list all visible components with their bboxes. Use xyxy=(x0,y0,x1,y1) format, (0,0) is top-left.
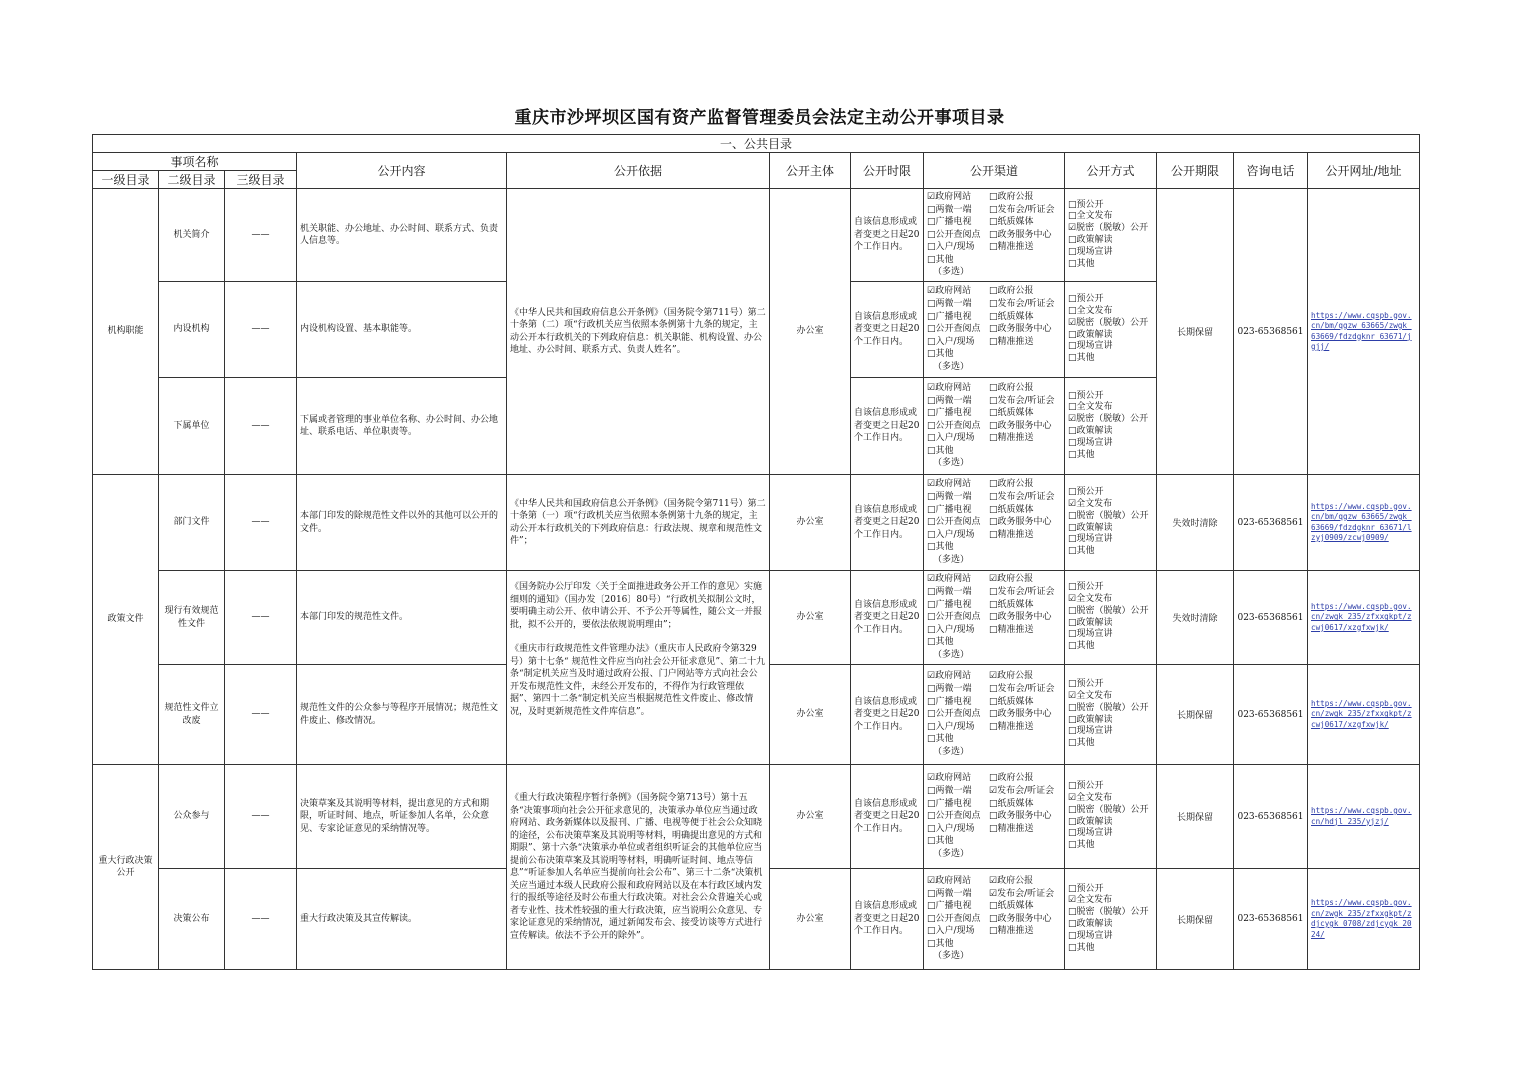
channel-option: □入户/现场 xyxy=(927,823,975,834)
level2-cell: 部门文件 xyxy=(159,475,225,571)
channel-option: □政务服务中心 xyxy=(989,913,1052,924)
channel-line xyxy=(927,298,1061,311)
channel-option: □其他 xyxy=(927,349,954,360)
level2-cell: 公众参与 xyxy=(159,765,225,869)
channel-option: ☑发布会/听证会 xyxy=(989,888,1055,899)
table-row xyxy=(93,189,1420,282)
content-cell: 内设机构设置、基本职能等。 xyxy=(297,282,507,378)
mode-option: □预公开 xyxy=(1068,294,1104,305)
channel-option: ☑政府网站 xyxy=(927,875,972,886)
multi-select-note: （多选） xyxy=(933,746,970,757)
channel-line xyxy=(927,478,1061,491)
period-cell: 长期保留 xyxy=(1157,665,1234,765)
channel-option: ☑政府公报 xyxy=(989,574,1034,585)
channel-option: □广播电视 xyxy=(927,599,972,610)
channel-option: □政府公报 xyxy=(989,773,1034,784)
subject-cell: 办公室 xyxy=(770,869,851,970)
level3-cell: —— xyxy=(225,189,297,282)
channel-option: □两微一端 xyxy=(927,492,972,503)
channel-option: □入户/现场 xyxy=(927,624,975,635)
level2-cell: 下属单位 xyxy=(159,378,225,475)
timing-cell: 自该信息形成或者变更之日起20个工作日内。 xyxy=(851,665,924,765)
mode-option: ☑脱密（脱敏）公开 xyxy=(1068,317,1149,328)
channel-option: □入户/现场 xyxy=(927,721,975,732)
level1-cell: 机构职能 xyxy=(93,189,159,475)
channel-line xyxy=(927,599,1061,612)
channel-line xyxy=(927,504,1061,517)
mode-cell xyxy=(1065,869,1157,970)
level3-cell: —— xyxy=(225,475,297,571)
channel-line xyxy=(927,888,1061,901)
channel-line xyxy=(927,229,1061,242)
basis-paragraph: 《国务院办公厅印发〈关于全面推进政务公开工作的意见〉实施细则的通知》（国办发〔2016〕80号）“行政机关拟制公文时，要明确主动公开、依申请公开、不予公开等属性，随公文一并报批，拟不公开的，要依法依规说明理由”； xyxy=(510,582,763,630)
channel-option: □发布会/听证会 xyxy=(989,587,1055,598)
channel-option: □公开查阅点 xyxy=(927,324,981,335)
channel-cell xyxy=(924,765,1065,869)
channel-line xyxy=(927,445,1061,458)
subject-cell: 办公室 xyxy=(770,571,851,665)
channel-option: □纸质媒体 xyxy=(989,408,1034,419)
period-cell: 失效时清除 xyxy=(1157,475,1234,571)
phone-cell: 023-65368561 xyxy=(1234,189,1308,475)
multi-select-note: （多选） xyxy=(933,848,970,859)
mode-option: □现场宣讲 xyxy=(1068,534,1113,545)
channel-option: ☑政府网站 xyxy=(927,574,972,585)
content-cell: 重大行政决策及其宣传解读。 xyxy=(297,869,507,970)
channel-line xyxy=(927,323,1061,336)
channel-option: □公开查阅点 xyxy=(927,229,981,240)
channel-line xyxy=(927,241,1061,254)
mode-option: □现场宣讲 xyxy=(1068,437,1113,448)
channel-line xyxy=(927,636,1061,649)
channel-option: □纸质媒体 xyxy=(989,504,1034,515)
channel-line xyxy=(927,900,1061,913)
channel-line xyxy=(927,336,1061,349)
mode-option: □现场宣讲 xyxy=(1068,629,1113,640)
mode-cell xyxy=(1065,475,1157,571)
channel-line xyxy=(927,835,1061,848)
phone-cell: 023-65368561 xyxy=(1234,869,1308,970)
channel-option: ☑发布会/听证会 xyxy=(989,786,1055,797)
channel-option: □纸质媒体 xyxy=(989,311,1034,322)
channel-option: □两微一端 xyxy=(927,684,972,695)
mode-option: □其他 xyxy=(1068,258,1095,269)
channel-option: □其他 xyxy=(927,542,954,553)
table-row xyxy=(93,571,1420,665)
channel-line xyxy=(927,670,1061,683)
channel-option: ☑政府网站 xyxy=(927,479,972,490)
mode-option: □政策解读 xyxy=(1068,522,1113,533)
channel-line xyxy=(927,586,1061,599)
header-url: 公开网址/地址 xyxy=(1308,153,1420,189)
channel-option: □两微一端 xyxy=(927,786,972,797)
channel-line xyxy=(927,938,1061,951)
mode-option: ☑全文发布 xyxy=(1068,593,1113,604)
channel-line xyxy=(927,913,1061,926)
channel-option: □发布会/听证会 xyxy=(989,492,1055,503)
channel-cell xyxy=(924,378,1065,475)
channel-option: □其他 xyxy=(927,734,954,745)
mode-option: □其他 xyxy=(1068,840,1095,851)
channel-option: □政府公报 xyxy=(989,479,1034,490)
mode-option: □现场宣讲 xyxy=(1068,930,1113,941)
channel-option: □入户/现场 xyxy=(927,926,975,937)
channel-line xyxy=(927,529,1061,542)
channel-option: □两微一端 xyxy=(927,204,972,215)
header-basis: 公开依据 xyxy=(507,153,770,189)
level3-cell: —— xyxy=(225,765,297,869)
channel-cell xyxy=(924,475,1065,571)
header-level2: 二级目录 xyxy=(159,171,225,189)
page-title: 重庆市沙坪坝区国有资产监督管理委员会法定主动公开事项目录 xyxy=(514,108,1005,128)
mode-option: □其他 xyxy=(1068,449,1095,460)
channel-option: □入户/现场 xyxy=(927,433,975,444)
channel-option: □其他 xyxy=(927,637,954,648)
header-timing: 公开时限 xyxy=(851,153,924,189)
level2-cell: 内设机构 xyxy=(159,282,225,378)
mode-cell xyxy=(1065,765,1157,869)
channel-option: □两微一端 xyxy=(927,299,972,310)
mode-option: □现场宣讲 xyxy=(1068,726,1113,737)
channel-option: □政府公报 xyxy=(989,191,1034,202)
channel-option: □纸质媒体 xyxy=(989,901,1034,912)
channel-option: □其他 xyxy=(927,938,954,949)
phone-cell: 023-65368561 xyxy=(1234,571,1308,665)
channel-cell xyxy=(924,282,1065,378)
mode-cell xyxy=(1065,665,1157,765)
header-channel: 公开渠道 xyxy=(924,153,1065,189)
multi-select-note: （多选） xyxy=(933,649,970,660)
channel-line xyxy=(927,285,1061,298)
mode-cell xyxy=(1065,282,1157,378)
channel-option: □广播电视 xyxy=(927,408,972,419)
channel-option: □发布会/听证会 xyxy=(989,684,1055,695)
channel-line xyxy=(927,191,1061,204)
channel-option: □广播电视 xyxy=(927,504,972,515)
mode-option: ☑全文发布 xyxy=(1068,792,1113,803)
channel-line xyxy=(927,420,1061,433)
timing-cell: 自该信息形成或者变更之日起20个工作日内。 xyxy=(851,189,924,282)
content-cell: 机关职能、办公地址、办公时间、联系方式、负责人信息等。 xyxy=(297,189,507,282)
header-mode: 公开方式 xyxy=(1065,153,1157,189)
content-cell: 规范性文件的公众参与等程序开展情况；规范性文件废止、修改情况。 xyxy=(297,665,507,765)
channel-option: □政务服务中心 xyxy=(989,709,1052,720)
channel-option: □广播电视 xyxy=(927,901,972,912)
level3-cell: —— xyxy=(225,869,297,970)
level2-cell: 机关简介 xyxy=(159,189,225,282)
channel-line xyxy=(927,823,1061,836)
timing-cell: 自该信息形成或者变更之日起20个工作日内。 xyxy=(851,571,924,665)
mode-cell xyxy=(1065,571,1157,665)
channel-line xyxy=(927,696,1061,709)
url-link[interactable]: https://www.cqspb.gov.cn/zwgk_235/zfxxgkpt/zdjcygk_0708/zdjcygk_2024/ xyxy=(1308,869,1420,970)
header-level1: 一级目录 xyxy=(93,171,159,189)
channel-option: □广播电视 xyxy=(927,217,972,228)
channel-option: ☑政府网站 xyxy=(927,286,972,297)
channel-option: □两微一端 xyxy=(927,888,972,899)
header-phone: 咨询电话 xyxy=(1234,153,1308,189)
level2-cell: 现行有效规范性文件 xyxy=(159,571,225,665)
subject-cell: 办公室 xyxy=(770,189,851,475)
channel-option: □政务服务中心 xyxy=(989,229,1052,240)
channel-option: □其他 xyxy=(927,254,954,265)
section-header: 一、公共目录 xyxy=(93,135,1420,153)
channel-option: □政府公报 xyxy=(989,286,1034,297)
header-item-name: 事项名称 xyxy=(93,153,297,171)
channel-option: ☑政府网站 xyxy=(927,191,972,202)
channel-option: □精准推送 xyxy=(989,624,1034,635)
multi-select-note: （多选） xyxy=(933,267,970,278)
mode-option: □预公开 xyxy=(1068,582,1104,593)
mode-option: □脱密（脱敏）公开 xyxy=(1068,510,1149,521)
multi-select-note: （多选） xyxy=(933,951,970,962)
multi-select-note: （多选） xyxy=(933,458,970,469)
channel-line xyxy=(927,573,1061,586)
mode-option: □预公开 xyxy=(1068,883,1104,894)
level3-cell: —— xyxy=(225,665,297,765)
channel-line xyxy=(927,683,1061,696)
multi-select-note: （多选） xyxy=(933,554,970,565)
mode-option: □政策解读 xyxy=(1068,235,1113,245)
mode-option: □政策解读 xyxy=(1068,329,1113,340)
subject-cell: 办公室 xyxy=(770,475,851,571)
phone-cell: 023-65368561 xyxy=(1234,475,1308,571)
channel-option: □政务服务中心 xyxy=(989,420,1052,431)
subject-cell: 办公室 xyxy=(770,765,851,869)
channel-line xyxy=(927,311,1061,324)
timing-cell: 自该信息形成或者变更之日起20个工作日内。 xyxy=(851,378,924,475)
mode-option: □现场宣讲 xyxy=(1068,828,1113,839)
disclosure-catalog-table xyxy=(92,134,1420,970)
channel-option: □其他 xyxy=(927,836,954,847)
channel-line xyxy=(927,875,1061,888)
channel-option: □精准推送 xyxy=(989,823,1034,834)
channel-option: □政务服务中心 xyxy=(989,811,1052,822)
mode-cell xyxy=(1065,378,1157,475)
channel-option: □入户/现场 xyxy=(927,336,975,347)
channel-option: □精准推送 xyxy=(989,336,1034,347)
url-link[interactable]: https://www.cqspb.gov.cn/zwgk_235/zfxxgkpt/zcwj0617/xzgfxwjk/ xyxy=(1308,665,1420,765)
mode-option: □脱密（脱敏）公开 xyxy=(1068,702,1149,713)
mode-option: □预公开 xyxy=(1068,781,1104,792)
mode-option: □政策解读 xyxy=(1068,714,1113,725)
level3-cell: —— xyxy=(225,378,297,475)
timing-cell: 自该信息形成或者变更之日起20个工作日内。 xyxy=(851,765,924,869)
mode-option: □预公开 xyxy=(1068,390,1104,401)
channel-option: □发布会/听证会 xyxy=(989,204,1055,215)
timing-cell: 自该信息形成或者变更之日起20个工作日内。 xyxy=(851,869,924,970)
channel-option: □精准推送 xyxy=(989,529,1034,540)
channel-option: ☑政府公报 xyxy=(989,671,1034,682)
content-cell: 决策草案及其说明等材料，提出意见的方式和期限，听证时间、地点，听证参加人名单，公众意见、专家论证意见的采纳情况等。 xyxy=(297,765,507,869)
channel-line xyxy=(927,541,1061,554)
mode-option: □全文发布 xyxy=(1068,305,1113,316)
mode-option: ☑脱密（脱敏）公开 xyxy=(1068,414,1149,425)
basis-cell: 《中华人民共和国政府信息公开条例》（国务院令第711号）第二十条第（一）项“行政机关应当依照本条例第十九条的规定，主动公开本行政机关的下列政府信息：行政法规、规章和规范性文件”； xyxy=(507,475,770,571)
channel-option: □政府公报 xyxy=(989,382,1034,393)
channel-option: □公开查阅点 xyxy=(927,811,981,822)
channel-line xyxy=(927,432,1061,445)
channel-cell xyxy=(924,571,1065,665)
channel-option: □发布会/听证会 xyxy=(989,299,1055,310)
channel-option: □纸质媒体 xyxy=(989,217,1034,228)
channel-line xyxy=(927,798,1061,811)
channel-option: □政务服务中心 xyxy=(989,517,1052,528)
mode-option: □现场宣讲 xyxy=(1068,341,1113,352)
level2-cell: 规范性文件立改废 xyxy=(159,665,225,765)
channel-option: □纸质媒体 xyxy=(989,696,1034,707)
period-cell: 长期保留 xyxy=(1157,765,1234,869)
channel-option: ☑政府网站 xyxy=(927,382,972,393)
channel-line xyxy=(927,925,1061,938)
channel-cell xyxy=(924,665,1065,765)
channel-option: □精准推送 xyxy=(989,721,1034,732)
channel-option: □两微一端 xyxy=(927,587,972,598)
mode-option: □其他 xyxy=(1068,641,1095,652)
channel-option: ☑政府网站 xyxy=(927,671,972,682)
mode-option: □政策解读 xyxy=(1068,617,1113,628)
channel-option: □精准推送 xyxy=(989,433,1034,444)
multi-select-note: （多选） xyxy=(933,361,970,372)
channel-option: □公开查阅点 xyxy=(927,709,981,720)
level3-cell: —— xyxy=(225,282,297,378)
channel-option: □两微一端 xyxy=(927,395,972,406)
basis-cell: 《中华人民共和国政府信息公开条例》（国务院令第711号）第二十条第（二）项“行政机关应当依照本条例第十九条的规定，主动公开本行政机关的下列政府信息：机关职能、机构设置、办公地址、办公时间、联系方式、负责人姓名”。 xyxy=(507,189,770,475)
mode-option: □政策解读 xyxy=(1068,816,1113,827)
channel-option: □精准推送 xyxy=(989,242,1034,253)
url-link[interactable]: https://www.cqspb.gov.cn/bm/qgzw_63665/zwgk_63669/fdzdgknr_63671/jgjj/ xyxy=(1308,189,1420,475)
channel-line xyxy=(927,216,1061,229)
channel-line xyxy=(927,772,1061,785)
mode-option: ☑全文发布 xyxy=(1068,690,1113,701)
timing-cell: 自该信息形成或者变更之日起20个工作日内。 xyxy=(851,282,924,378)
level1-cell: 重大行政决策公开 xyxy=(93,765,159,970)
mode-cell xyxy=(1065,189,1157,282)
channel-line xyxy=(927,491,1061,504)
channel-line xyxy=(927,516,1061,529)
channel-option: □广播电视 xyxy=(927,311,972,322)
header-subject: 公开主体 xyxy=(770,153,851,189)
channel-line xyxy=(927,624,1061,637)
channel-line xyxy=(927,785,1061,798)
content-cell: 本部门印发的除规范性文件以外的其他可以公开的文件。 xyxy=(297,475,507,571)
channel-line xyxy=(927,733,1061,746)
mode-option: □脱密（脱敏）公开 xyxy=(1068,804,1149,815)
mode-option: □脱密（脱敏）公开 xyxy=(1068,605,1149,616)
channel-line xyxy=(927,204,1061,217)
mode-option: ☑全文发布 xyxy=(1068,895,1113,906)
channel-option: □纸质媒体 xyxy=(989,599,1034,610)
content-cell: 本部门印发的规范性文件。 xyxy=(297,571,507,665)
timing-cell: 自该信息形成或者变更之日起20个工作日内。 xyxy=(851,475,924,571)
level1-cell: 政策文件 xyxy=(93,475,159,765)
table-row xyxy=(93,475,1420,571)
channel-cell xyxy=(924,189,1065,282)
period-cell: 长期保留 xyxy=(1157,869,1234,970)
channel-option: □公开查阅点 xyxy=(927,420,981,431)
phone-cell: 023-65368561 xyxy=(1234,765,1308,869)
channel-line xyxy=(927,382,1061,395)
mode-option: □脱密（脱敏）公开 xyxy=(1068,907,1149,918)
basis-cell xyxy=(507,571,770,765)
header-period: 公开期限 xyxy=(1157,153,1234,189)
level3-cell: —— xyxy=(225,571,297,665)
mode-option: □现场宣讲 xyxy=(1068,246,1113,257)
mode-option: □其他 xyxy=(1068,353,1095,364)
mode-option: □全文发布 xyxy=(1068,402,1113,413)
mode-option: □预公开 xyxy=(1068,487,1104,498)
header-level3: 三级目录 xyxy=(225,171,297,189)
channel-option: □其他 xyxy=(927,445,954,456)
channel-option: ☑政府公报 xyxy=(989,875,1034,886)
channel-option: □入户/现场 xyxy=(927,242,975,253)
basis-paragraph: 《重庆市行政规范性文件管理办法》（重庆市人民政府令第329 号）第十七条“ 规范性文件应当向社会公开征求意见”、第二十九条“制定机关应当及时通过政府公报、门户网站等方式向社会公开发布规范性文件，未经公开发布的，不得作为行政管理依据”、第四十二条“制定机关应当根据规范性文件废止、修改情况，及时更新规范性文件库信息”。 xyxy=(510,644,766,717)
channel-option: ☑政府网站 xyxy=(927,773,972,784)
channel-option: □精准推送 xyxy=(989,926,1034,937)
channel-option: □公开查阅点 xyxy=(927,913,981,924)
channel-line xyxy=(927,395,1061,408)
basis-cell: 《重大行政决策程序暂行条例》（国务院令第713号）第十五条“决策事项向社会公开征求意见的，决策承办单位应当通过政府网站、政务新媒体以及报刊、广播、电视等便于社会公众知晓的途径，公布决策草案及其说明等材料，明确提出意见的方式和期限”、第十六条“决策承办单位或者组织听证会的其他单位应当提前公布决策草案及其说明等材料，明确听证时间、地点等信息”“听证参加人名单应当提前向社会公布”、第三十二条“决策机关应当通过本级人民政府公报和政府网站以及在本行政区域内发行的报纸等途径及时公布重大行政决策。对社会公众普遍关心或者专业性、技术性较强的重大行政决策，应当说明公众意见、专家论证意见的采纳情况，通过新闻发布会、接受访谈等方式进行宣传解读。依法不予公开的除外”。 xyxy=(507,765,770,970)
channel-line xyxy=(927,348,1061,361)
phone-cell: 023-65368561 xyxy=(1234,665,1308,765)
table-row xyxy=(93,765,1420,869)
channel-option: □广播电视 xyxy=(927,696,972,707)
period-cell: 长期保留 xyxy=(1157,189,1234,475)
channel-option: □入户/现场 xyxy=(927,529,975,540)
mode-option: □其他 xyxy=(1068,738,1095,749)
channel-option: □纸质媒体 xyxy=(989,798,1034,809)
mode-option: □其他 xyxy=(1068,546,1095,557)
channel-line xyxy=(927,611,1061,624)
header-content: 公开内容 xyxy=(297,153,507,189)
channel-option: □政务服务中心 xyxy=(989,612,1052,623)
channel-line xyxy=(927,254,1061,267)
channel-option: □公开查阅点 xyxy=(927,612,981,623)
mode-option: □全文发布 xyxy=(1068,211,1113,222)
period-cell: 失效时清除 xyxy=(1157,571,1234,665)
url-link[interactable]: https://www.cqspb.gov.cn/hdjl_235/yjzj/ xyxy=(1308,765,1420,869)
mode-option: ☑全文发布 xyxy=(1068,498,1113,509)
channel-option: □政务服务中心 xyxy=(989,324,1052,335)
content-cell: 下属或者管理的事业单位名称、办公时间、办公地址、联系电话、单位职责等。 xyxy=(297,378,507,475)
mode-option: □预公开 xyxy=(1068,679,1104,690)
level2-cell: 决策公布 xyxy=(159,869,225,970)
channel-line xyxy=(927,708,1061,721)
channel-line xyxy=(927,407,1061,420)
channel-cell xyxy=(924,869,1065,970)
channel-option: □公开查阅点 xyxy=(927,517,981,528)
mode-option: □预公开 xyxy=(1068,199,1104,210)
url-link[interactable]: https://www.cqspb.gov.cn/zwgk_235/zfxxgkpt/zcwj0617/xzgfxwjk/ xyxy=(1308,571,1420,665)
channel-option: □发布会/听证会 xyxy=(989,395,1055,406)
subject-cell: 办公室 xyxy=(770,665,851,765)
channel-option: □广播电视 xyxy=(927,798,972,809)
channel-line xyxy=(927,810,1061,823)
mode-option: ☑脱密（脱敏）公开 xyxy=(1068,223,1149,234)
url-link[interactable]: https://www.cqspb.gov.cn/bm/qgzw_63665/zwgk_63669/fdzdgknr_63671/lzyj0909/zcwj0909/ xyxy=(1308,475,1420,571)
mode-option: □其他 xyxy=(1068,942,1095,953)
mode-option: □政策解读 xyxy=(1068,426,1113,436)
mode-option: □政策解读 xyxy=(1068,919,1113,929)
channel-line xyxy=(927,721,1061,734)
